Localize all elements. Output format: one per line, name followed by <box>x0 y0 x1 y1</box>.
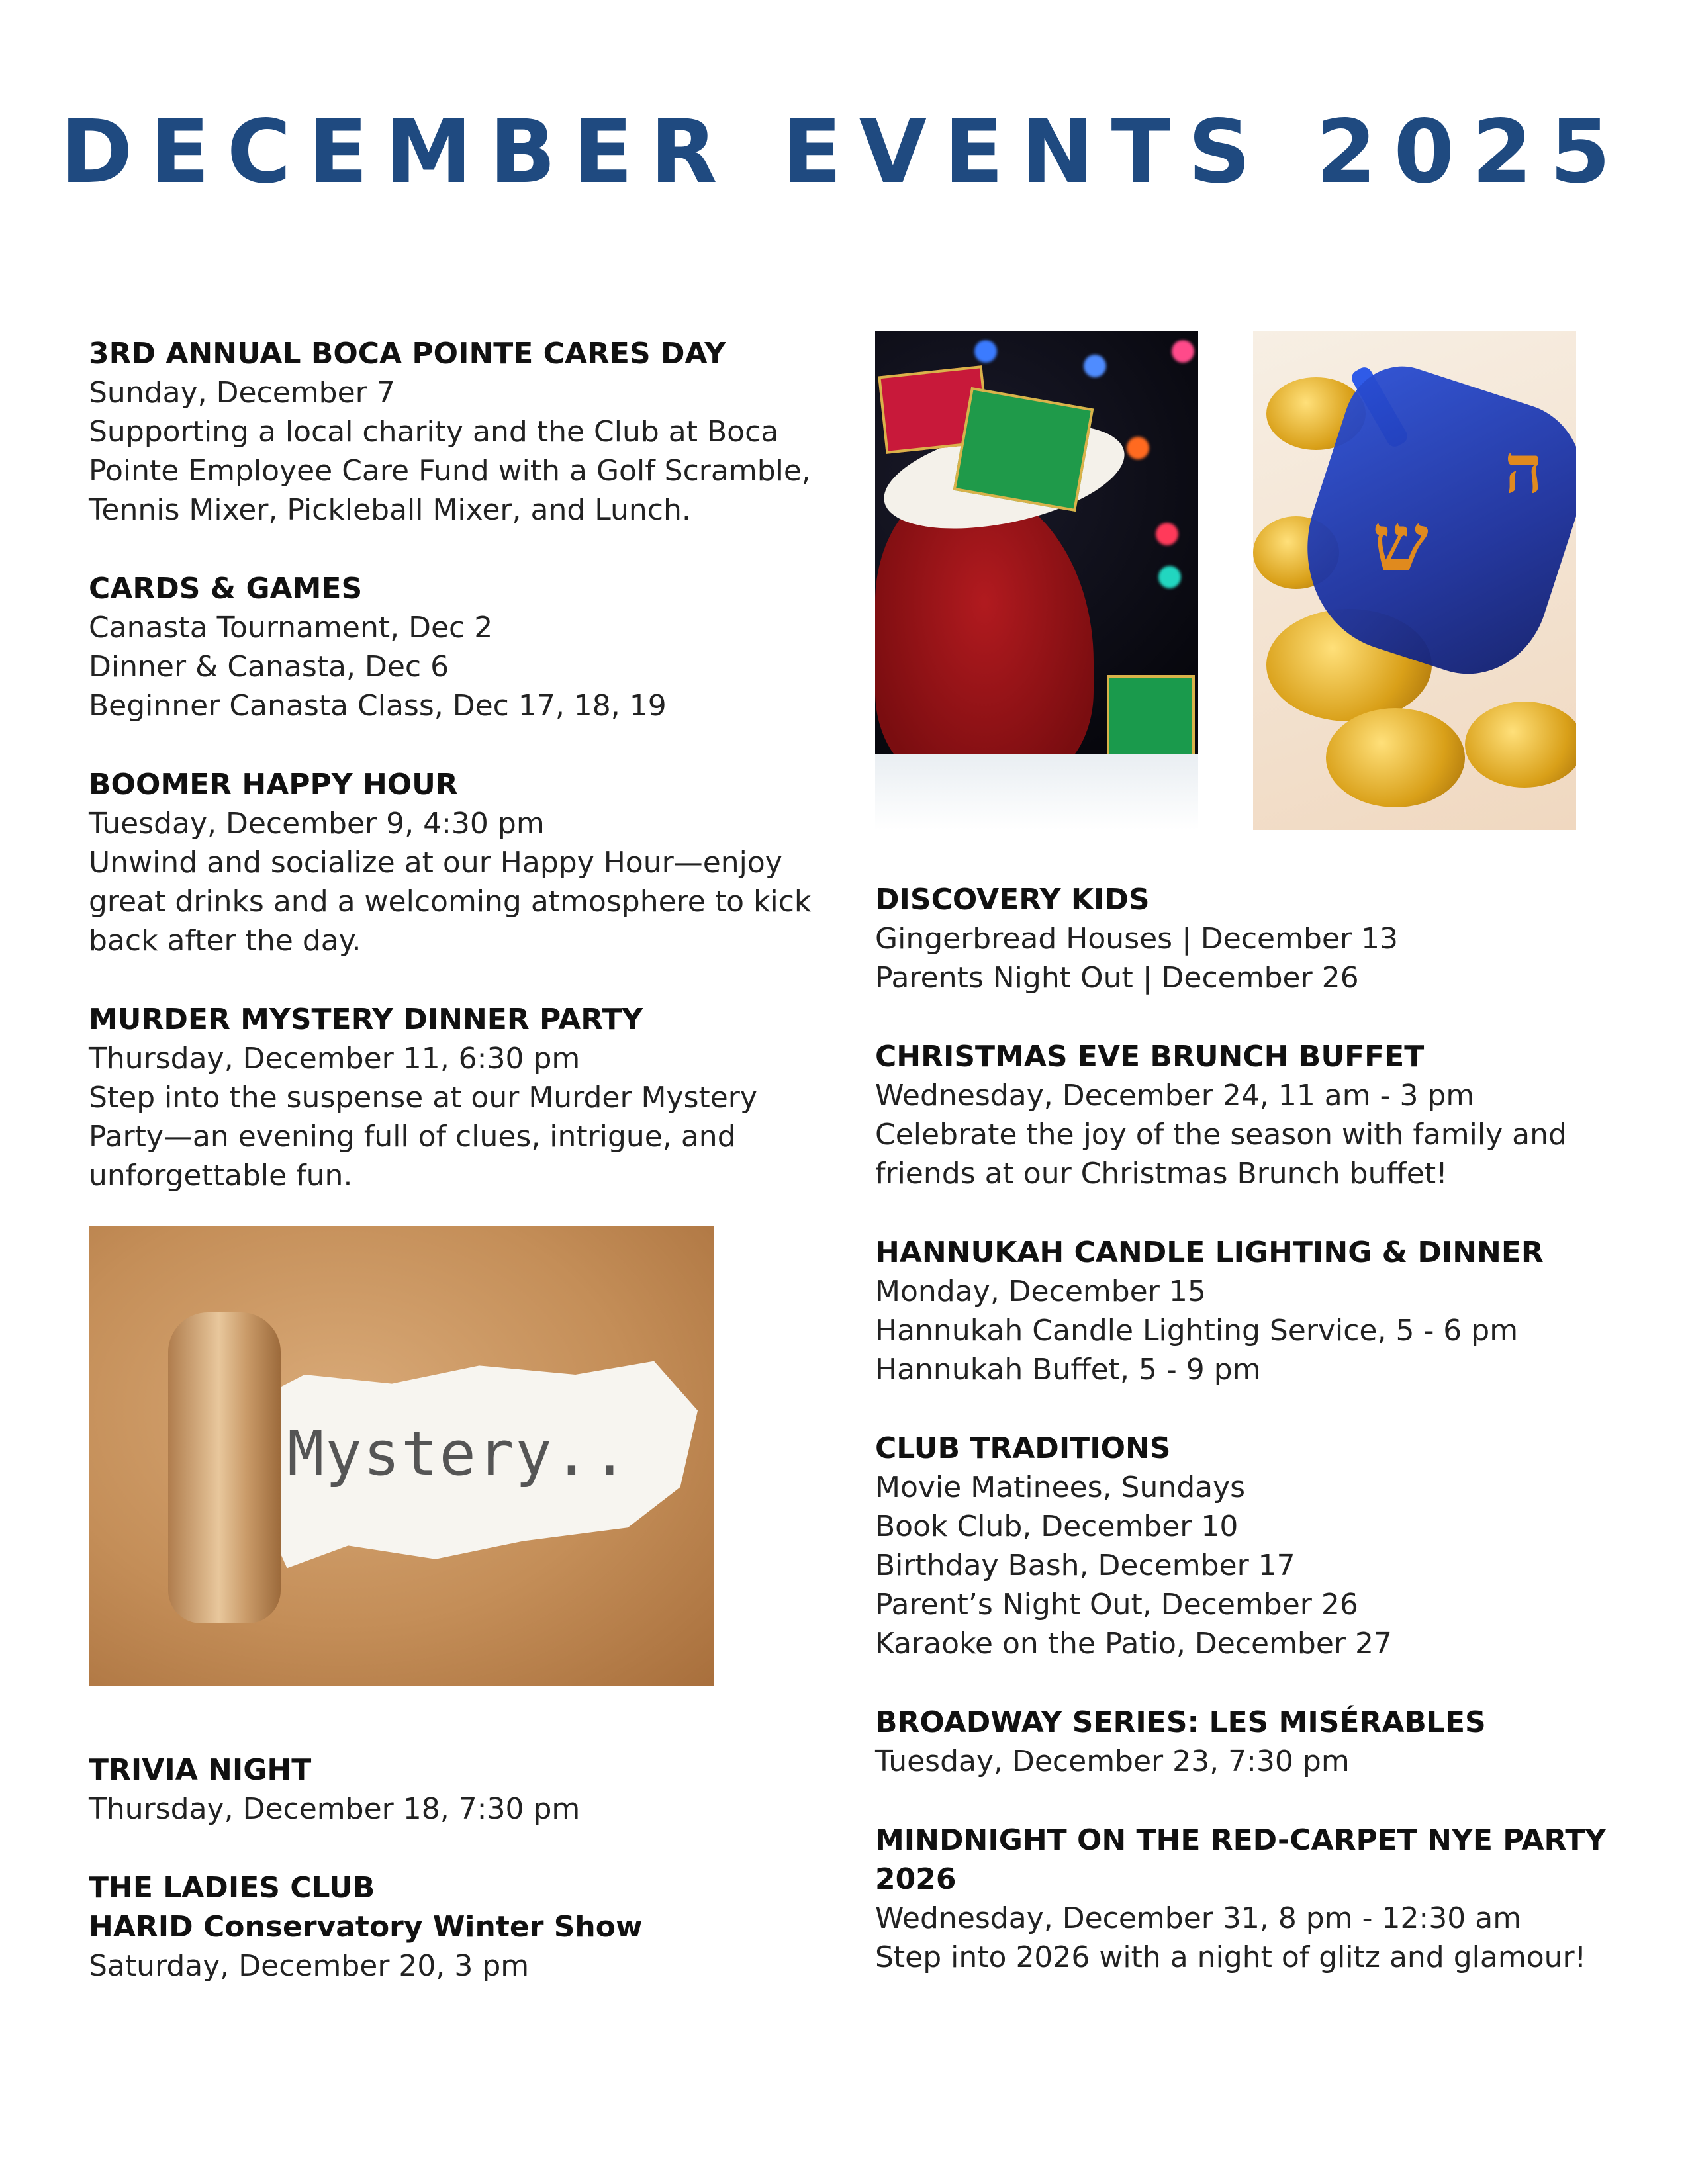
event-line: Parents Night Out | December 26 <box>875 961 1359 995</box>
event-title-line2: 2026 <box>875 1862 957 1896</box>
dreidel-letter-icon: ש <box>1372 496 1429 590</box>
page-title: DECEMBER EVENTS 2025 <box>60 101 1628 203</box>
gift-box <box>953 387 1094 512</box>
event-title: HANNUKAH CANDLE LIGHTING & DINNER <box>875 1236 1544 1269</box>
event-title: CARDS & GAMES <box>89 572 363 606</box>
event-title: DISCOVERY KIDS <box>875 883 1150 917</box>
event-line: Karaoke on the Patio, December 27 <box>875 1627 1392 1661</box>
event-nye-party <box>875 1821 1669 1977</box>
bokeh-light <box>974 340 997 363</box>
event-line: Dinner & Canasta, Dec 6 <box>89 650 449 684</box>
event-line: friends at our Christmas Brunch buffet! <box>875 1157 1448 1191</box>
event-line: Tennis Mixer, Pickleball Mixer, and Lunch. <box>89 493 691 527</box>
event-club-traditions <box>875 1429 1669 1663</box>
event-title: BROADWAY SERIES: LES MISÉRABLES <box>875 1706 1486 1739</box>
event-christmas-brunch <box>875 1037 1669 1193</box>
event-title: MURDER MYSTERY DINNER PARTY <box>89 1003 643 1036</box>
paper-curl <box>168 1312 281 1623</box>
event-ladies-club <box>89 1868 817 1985</box>
event-title: TRIVIA NIGHT <box>89 1753 312 1787</box>
event-line: unforgettable fun. <box>89 1159 353 1193</box>
event-cares-day <box>89 334 817 529</box>
event-line: Thursday, December 11, 6:30 pm <box>89 1042 581 1075</box>
event-subtitle: HARID Conservatory Winter Show <box>89 1910 643 1944</box>
event-title: MINDNIGHT ON THE RED-CARPET NYE PARTY <box>875 1823 1607 1857</box>
mystery-photo <box>89 1226 714 1686</box>
event-line: Book Club, December 10 <box>875 1510 1239 1543</box>
event-line: Tuesday, December 9, 4:30 pm <box>89 807 545 841</box>
event-line: Movie Matinees, Sundays <box>875 1471 1246 1504</box>
bokeh-light <box>1158 566 1181 588</box>
event-line: Sunday, December 7 <box>89 376 395 410</box>
event-line: Step into 2026 with a night of glitz and glamour! <box>875 1940 1587 1974</box>
event-line: Beginner Canasta Class, Dec 17, 18, 19 <box>89 689 667 723</box>
gelt-coin <box>1326 708 1465 807</box>
event-line: back after the day. <box>89 924 361 958</box>
event-line: Canasta Tournament, Dec 2 <box>89 611 493 645</box>
event-title: BOOMER HAPPY HOUR <box>89 768 458 801</box>
gift-sack <box>875 483 1094 781</box>
bokeh-light <box>1172 340 1194 363</box>
event-trivia-night <box>89 1751 817 1829</box>
event-murder-mystery <box>89 1000 817 1195</box>
event-line: Gingerbread Houses | December 13 <box>875 922 1399 956</box>
event-cards-games <box>89 569 817 725</box>
event-hannukah <box>875 1233 1669 1389</box>
event-line: Step into the suspense at our Murder Mystery <box>89 1081 757 1115</box>
dreidel-letter-icon: ה <box>1505 430 1543 508</box>
event-title: THE LADIES CLUB <box>89 1871 375 1905</box>
left-column-top <box>89 334 817 1235</box>
event-title: CHRISTMAS EVE BRUNCH BUFFET <box>875 1040 1425 1073</box>
right-column <box>875 880 1669 2017</box>
event-line: Parent’s Night Out, December 26 <box>875 1588 1358 1621</box>
event-broadway <box>875 1703 1669 1781</box>
event-discovery-kids <box>875 880 1669 997</box>
event-line: Wednesday, December 24, 11 am - 3 pm <box>875 1079 1475 1113</box>
event-line: Pointe Employee Care Fund with a Golf Scramble, <box>89 454 811 488</box>
gelt-coin <box>1465 702 1576 788</box>
hanukkah-dreidel-photo <box>1253 331 1576 830</box>
event-boomer-happy-hour <box>89 765 817 960</box>
event-line: Unwind and socialize at our Happy Hour—enjoy <box>89 846 782 880</box>
event-line: Supporting a local charity and the Club at Boca <box>89 415 779 449</box>
event-line: Celebrate the joy of the season with family and <box>875 1118 1567 1152</box>
event-line: Monday, December 15 <box>875 1275 1206 1308</box>
event-title: CLUB TRADITIONS <box>875 1432 1171 1465</box>
event-line: Hannukah Candle Lighting Service, 5 - 6 pm <box>875 1314 1519 1347</box>
christmas-gifts-photo <box>875 331 1198 830</box>
event-line: Tuesday, December 23, 7:30 pm <box>875 1745 1350 1778</box>
left-column-bottom <box>89 1751 817 2025</box>
event-line: great drinks and a welcoming atmosphere to kick <box>89 885 812 919</box>
snow <box>875 754 1198 830</box>
event-title: 3RD ANNUAL BOCA POINTE CARES DAY <box>89 337 726 371</box>
bokeh-light <box>1156 523 1178 545</box>
event-line: Party—an evening full of clues, intrigue, and <box>89 1120 736 1154</box>
event-line: Birthday Bash, December 17 <box>875 1549 1295 1582</box>
event-line: Thursday, December 18, 7:30 pm <box>89 1792 581 1826</box>
bokeh-light <box>1127 437 1149 459</box>
event-line: Hannukah Buffet, 5 - 9 pm <box>875 1353 1261 1387</box>
mystery-word: Mystery.. <box>287 1418 630 1489</box>
bokeh-light <box>1084 355 1106 377</box>
event-line: Wednesday, December 31, 8 pm - 12:30 am <box>875 1901 1522 1935</box>
event-line: Saturday, December 20, 3 pm <box>89 1949 530 1983</box>
